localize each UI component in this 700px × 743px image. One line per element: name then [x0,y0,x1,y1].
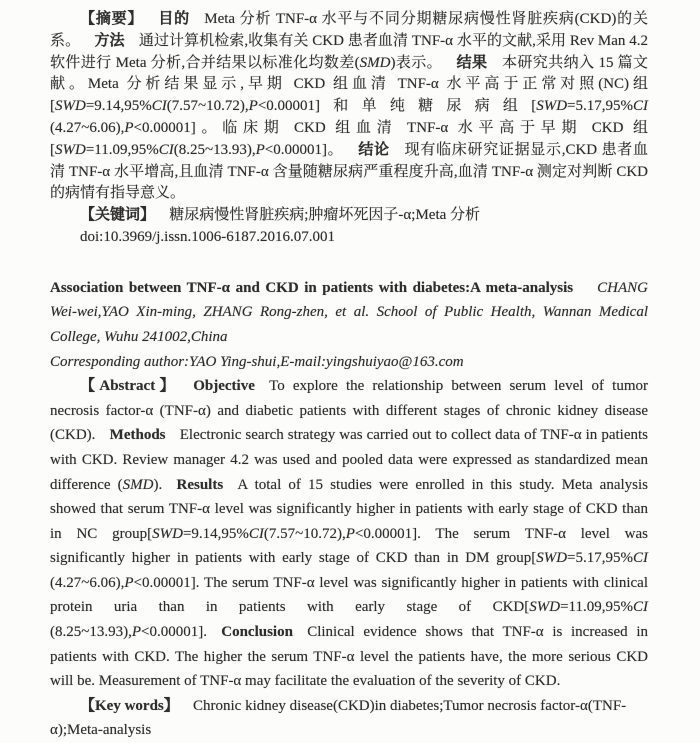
text-run: Meta 分析 TNF-α 水平与不同分期糖尿病慢性肾脏疾病(CKD)的关系。 [50,11,648,49]
doi-line [50,227,648,249]
text-run: 糖尿病慢性肾脏疾病;肿瘤坏死因子-α;Meta 分析 [169,207,481,224]
text-run: 【Key words】 [80,697,179,714]
corresponding-author-line [50,350,648,375]
keywords-cn-line [50,205,648,227]
text-run: =9.14,95% [85,98,152,115]
text-run: 【关键词】 [80,207,156,224]
abstract-en-paragraph [50,374,648,694]
text-run: SWD [55,141,86,158]
text-run: CI [151,98,167,115]
doi-text: doi:10.3969/j.issn.1006-6187.2016.07.001 [80,228,336,245]
text-run: =11.09,95% [560,599,633,616]
text-run: CI [248,525,264,542]
text-run: Chronic kidney disease(CKD)in diabetes;Tumor necrosis factor-α(TNF-α);Meta-analysis [50,697,627,739]
corresponding-author-text: Corresponding author:YAO Ying-shui,E-mail:yingshuiyao@163.com [50,353,464,370]
section-label-methods-cn: 方法 [94,32,125,49]
section-label-results-cn: 结果 [456,54,488,71]
text-run: P [124,574,134,591]
section-label-conclusion-en: Conclusion [221,624,293,641]
article-title-en: Association between TNF-α and CKD in patients with diabetes:A meta-analysis [50,279,574,296]
title-authors-en-paragraph [50,276,648,350]
text-run: SWD [55,98,86,115]
text-run: 现有临床研究证据显示,CKD 患者血清 TNF-α 水平增高,且血清 TNF-α 含量随糖尿病严重程度升高,血清 TNF-α 测定对判断 CKD 的病情有指导意义。 [50,141,648,202]
text-run: 【Abstract】 [80,378,179,395]
text-run: Electronic search strategy was carried out to collect data of TNF-α in patients with CKD. Review manager 4.2 was used and pooled data were expressed as standardized mean difference ( [50,427,648,493]
text-run: <0.00001]. The serum TNF-α level was significantly higher in patients with early stage of CKD than in DM group[ [50,525,649,567]
text-run: P [131,624,142,641]
text-run: P [345,525,355,542]
keywords-en-line [50,694,648,743]
text-run: CI [633,550,648,567]
authors-affiliation-en: CHANG Wei-wei,YAO Xin-ming, ZHANG Rong-zhen, et al. School of Public Health, Wannan Medical College, Wuhu 241002,China [50,279,648,345]
text-run: (4.27~6.06), [50,574,125,591]
text-run: <0.00001]. The serum TNF-α level was significantly higher in patients with clinical protein uria than in patients with early stage of CKD[ [50,574,648,616]
text-run: 【摘要】 [80,11,144,27]
text-run: To explore the relationship between serum level of tumor necrosis factor-α (TNF-α) and diabetic patients with different stages of chronic kidney disease (CKD). [50,378,648,444]
text-run: ). [153,476,163,493]
section-label-conclusion-cn: 结论 [357,141,390,158]
text-run: P [124,119,134,136]
text-run: (8.25~13.93), [173,141,256,158]
text-run: P [248,98,258,115]
text-run: SWD [529,599,561,616]
section-label-objective-en: Objective [193,378,255,395]
text-run: 本研究共纳入 15 篇文献。Meta 分析结果显示,早期 CKD 组血清 TNF-α 水平高于正常对照(NC)组[ [50,54,648,115]
text-run: A total of 15 studies were enrolled in this study. Meta analysis showed that serum TNF-α level was significantly higher in patients with early stage of CKD than in NC group[ [50,476,648,542]
section-label-methods-en: Methods [109,427,166,444]
text-run: <0.00001]。 [264,141,344,158]
text-run: CI [633,599,648,616]
text-run: SWD [536,550,568,567]
section-label-objective-cn: 目的 [157,11,190,27]
text-run: =5.17,95% [567,550,633,567]
section-label-results-en: Results [176,476,224,493]
text-run: <0.00001]和单纯糖尿病组[ [257,98,537,115]
text-run: <0.00001]. [141,624,207,641]
text-run: (7.57~10.72), [263,525,346,542]
text-run: P [255,141,265,158]
text-run: (7.57~10.72), [166,98,249,115]
text-run: SWD [536,98,568,115]
text-run: =11.09,95% [85,141,159,158]
text-run: SMD [122,476,154,493]
text-run: )表示。 [390,54,443,71]
text-run: SMD [359,54,391,71]
text-run: CI [158,141,174,158]
text-run: 通过计算机检索,收集有关 CKD 患者血清 TNF-α 水平的文献,采用 Rev Man 4.2 软件进行 Meta 分析,合并结果以标准化均数差( [50,32,648,71]
text-run: =9.14,95% [182,525,249,542]
text-run: (8.25~13.93), [50,624,132,641]
abstract-cn-paragraph [50,9,648,205]
text-run: <0.00001]。临床期 CKD 组血清 TNF-α 水平高于早期 CKD 组[ [50,119,648,158]
text-run: CI [633,98,648,115]
text-run: =5.17,95% [567,98,633,115]
text-run: (4.27~6.06), [50,119,125,136]
text-run: SWD [152,525,183,542]
text-run: Clinical evidence shows that TNF-α is increased in patients with CKD. The higher the serum TNF-α level the patients have, the more serious CKD will be. Measurement of TNF-α may facilitate the evaluation of the severity of CKD. [50,624,648,690]
document-body [50,9,648,743]
